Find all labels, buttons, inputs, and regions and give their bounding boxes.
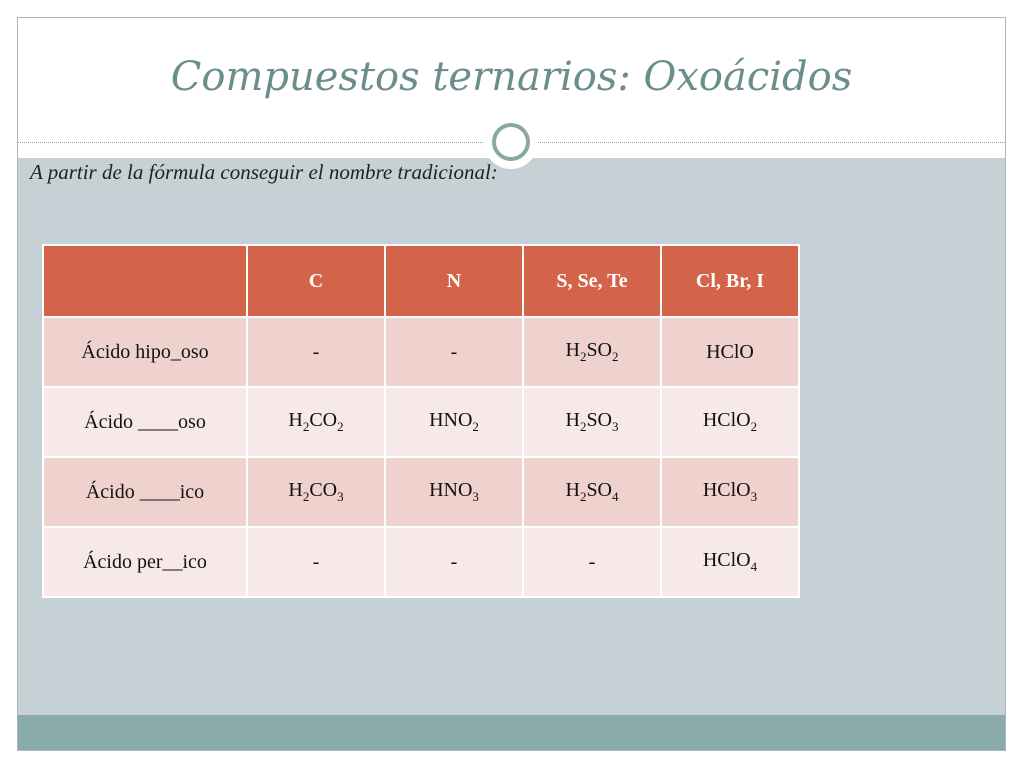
formula-cell: - <box>523 527 661 597</box>
formula-cell: $H_2CO_2$ <box>247 387 385 457</box>
table-row <box>43 457 799 527</box>
formula-cell: - <box>247 527 385 597</box>
slide-title: Compuestos ternarios: Oxoácidos <box>170 54 853 100</box>
formula-cell: $H_2SO_4$ <box>523 457 661 527</box>
header-cell: C <box>247 245 385 317</box>
row-label: Ácido ____ico <box>43 457 247 527</box>
formula-cell: HClO <box>661 317 799 387</box>
formula-cell: - <box>385 317 523 387</box>
table-header-row <box>43 245 799 317</box>
header-cell: Cl, Br, I <box>661 245 799 317</box>
slide-subtitle: A partir de la fórmula conseguir el nombre tradicional: <box>30 160 498 184</box>
header-cell: S, Se, Te <box>523 245 661 317</box>
header-cell <box>43 245 247 317</box>
ring-icon-inner <box>492 123 530 161</box>
table-row <box>43 387 799 457</box>
oxoacids-table <box>42 244 800 598</box>
formula-cell: - <box>247 317 385 387</box>
formula-cell: - <box>385 527 523 597</box>
header-cell: N <box>385 245 523 317</box>
formula-cell: $HNO_2$ <box>385 387 523 457</box>
formula-cell: HClO$_2$ <box>661 387 799 457</box>
row-label: Ácido per__ico <box>43 527 247 597</box>
formula-cell: $H_2SO_3$ <box>523 387 661 457</box>
formula-cell: HClO$_3$ <box>661 457 799 527</box>
formula-cell: HClO$_4$ <box>661 527 799 597</box>
formula-cell: $HNO_3$ <box>385 457 523 527</box>
table-row <box>43 317 799 387</box>
formula-cell: $H_2SO_2$ <box>523 317 661 387</box>
footer-bar <box>18 715 1005 750</box>
table-row <box>43 527 799 597</box>
row-label: Ácido hipo_oso <box>43 317 247 387</box>
formula-cell: $H_2CO_3$ <box>247 457 385 527</box>
row-label: Ácido ____oso <box>43 387 247 457</box>
